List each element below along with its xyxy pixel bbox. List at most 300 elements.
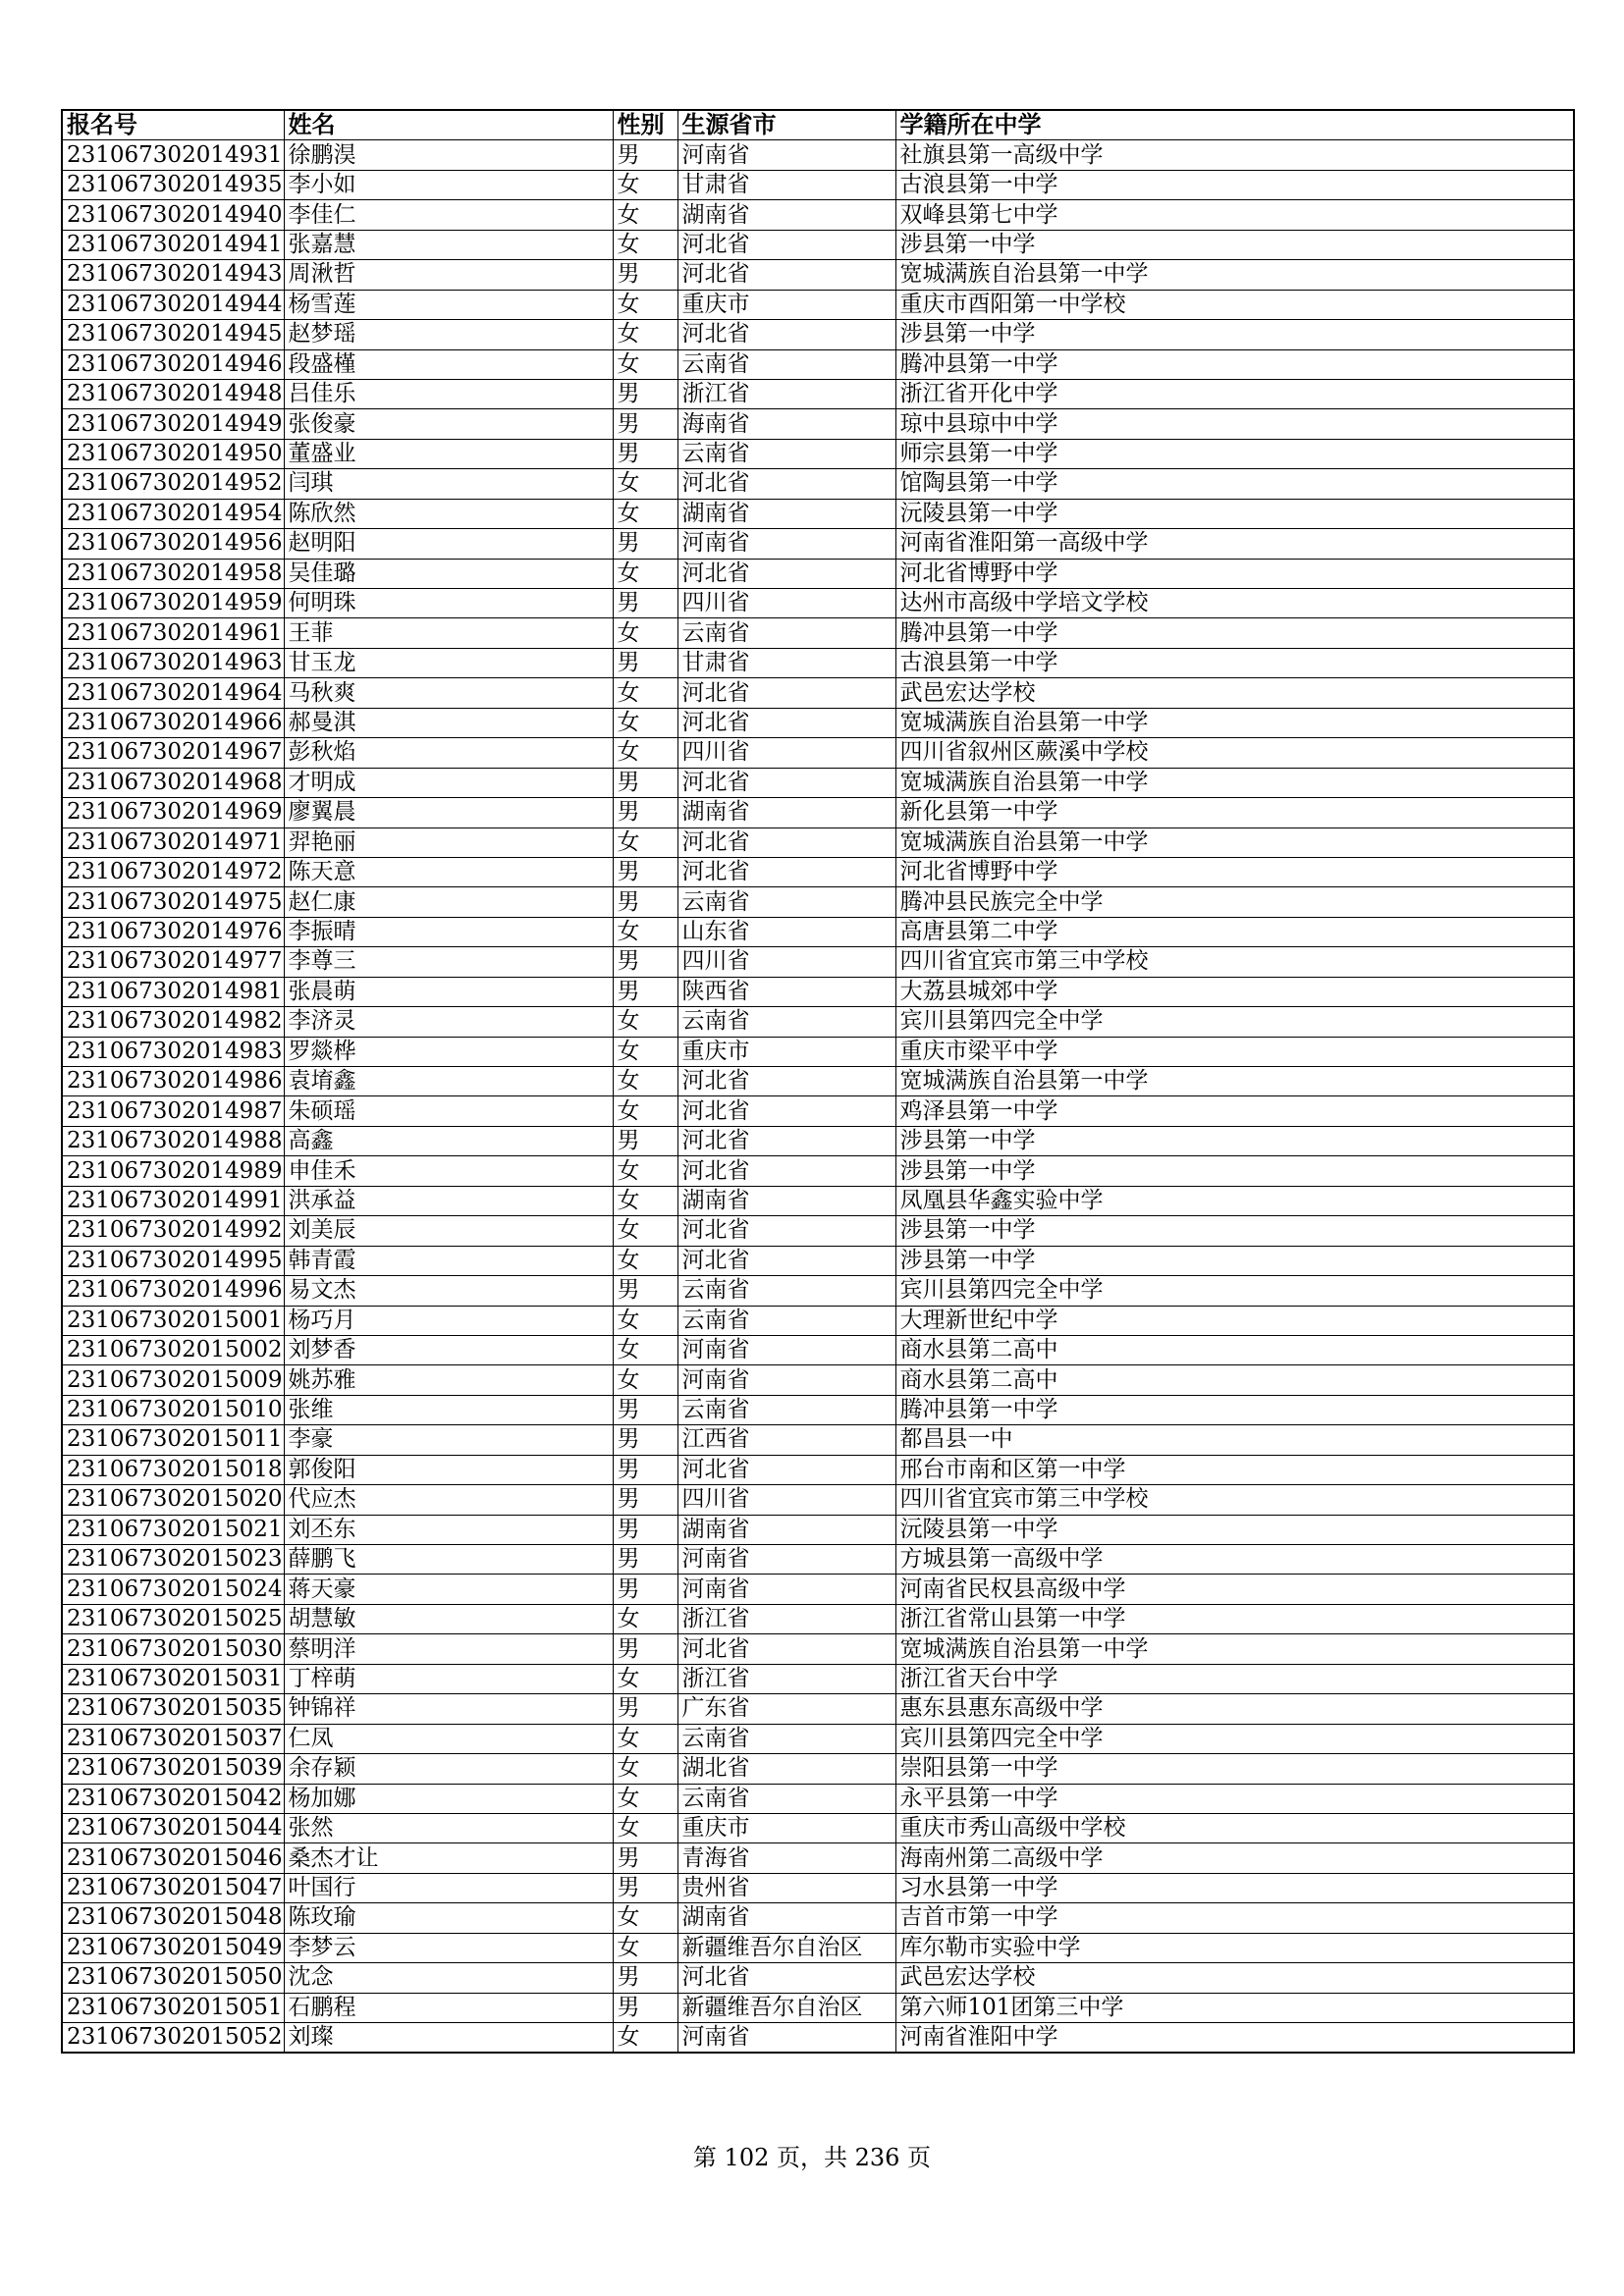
province-cell: 四川省	[677, 738, 895, 768]
table-row	[62, 1784, 1574, 1813]
registration-number-cell: 231067302014963	[62, 648, 284, 677]
high-school-cell: 永平县第一中学	[895, 1784, 1574, 1813]
table-row	[62, 708, 1574, 737]
province-cell: 湖北省	[677, 1754, 895, 1784]
name-cell: 赵仁康	[284, 887, 613, 917]
high-school-cell: 沅陵县第一中学	[895, 1515, 1574, 1544]
name-cell: 袁堉鑫	[284, 1067, 613, 1096]
registration-number-cell: 231067302014977	[62, 947, 284, 977]
high-school-cell: 重庆市梁平中学	[895, 1037, 1574, 1066]
gender-cell: 女	[613, 1096, 677, 1126]
table-row	[62, 230, 1574, 259]
high-school-cell: 涉县第一中学	[895, 1156, 1574, 1186]
high-school-cell: 河南省民权县高级中学	[895, 1575, 1574, 1604]
name-cell: 徐鹏淏	[284, 140, 613, 170]
name-cell: 李振晴	[284, 917, 613, 946]
high-school-cell: 武邑宏达学校	[895, 678, 1574, 708]
province-cell: 河北省	[677, 768, 895, 797]
gender-cell: 男	[613, 768, 677, 797]
province-cell: 河南省	[677, 529, 895, 559]
table-row	[62, 1455, 1574, 1484]
name-cell: 段盛槿	[284, 349, 613, 379]
registration-number-cell: 231067302015039	[62, 1754, 284, 1784]
table-row	[62, 1425, 1574, 1455]
name-cell: 张俊豪	[284, 409, 613, 439]
province-cell: 青海省	[677, 1843, 895, 1873]
high-school-cell: 腾冲县民族完全中学	[895, 887, 1574, 917]
name-cell: 廖翼晨	[284, 798, 613, 828]
name-cell: 李佳仁	[284, 200, 613, 230]
high-school-cell: 高唐县第二中学	[895, 917, 1574, 946]
high-school-cell: 都昌县一中	[895, 1425, 1574, 1455]
province-cell: 河北省	[677, 320, 895, 349]
name-cell: 才明成	[284, 768, 613, 797]
gender-cell: 女	[613, 708, 677, 737]
province-cell: 四川省	[677, 1485, 895, 1515]
province-cell: 四川省	[677, 589, 895, 618]
gender-cell: 女	[613, 1604, 677, 1633]
high-school-cell: 宽城满族自治县第一中学	[895, 260, 1574, 290]
gender-cell: 女	[613, 499, 677, 528]
gender-cell: 女	[613, 2023, 677, 2054]
header-name: 姓名	[284, 110, 613, 140]
table-row	[62, 1634, 1574, 1664]
name-cell: 羿艳丽	[284, 828, 613, 857]
gender-cell: 男	[613, 947, 677, 977]
name-cell: 张然	[284, 1813, 613, 1842]
province-cell: 云南省	[677, 1007, 895, 1037]
province-cell: 河南省	[677, 1365, 895, 1395]
province-cell: 湖南省	[677, 200, 895, 230]
province-cell: 河北省	[677, 1455, 895, 1484]
table-row	[62, 589, 1574, 618]
province-cell: 云南省	[677, 1724, 895, 1753]
registration-number-cell: 231067302015002	[62, 1335, 284, 1364]
province-cell: 浙江省	[677, 379, 895, 408]
table-row	[62, 320, 1574, 349]
name-cell: 洪承益	[284, 1186, 613, 1215]
gender-cell: 女	[613, 1007, 677, 1037]
high-school-cell: 商水县第二高中	[895, 1365, 1574, 1395]
table-row	[62, 260, 1574, 290]
high-school-cell: 琼中县琼中中学	[895, 409, 1574, 439]
table-row	[62, 349, 1574, 379]
province-cell: 河南省	[677, 1575, 895, 1604]
table-row	[62, 678, 1574, 708]
province-cell: 云南省	[677, 1395, 895, 1424]
table-row	[62, 857, 1574, 886]
registration-number-cell: 231067302014988	[62, 1126, 284, 1155]
name-cell: 易文杰	[284, 1276, 613, 1306]
table-row	[62, 1485, 1574, 1515]
high-school-cell: 涉县第一中学	[895, 1126, 1574, 1155]
province-cell: 湖南省	[677, 1186, 895, 1215]
high-school-cell: 师宗县第一中学	[895, 439, 1574, 468]
registration-number-cell: 231067302014946	[62, 349, 284, 379]
gender-cell: 女	[613, 1754, 677, 1784]
registration-number-cell: 231067302014964	[62, 678, 284, 708]
registration-number-cell: 231067302014983	[62, 1037, 284, 1066]
province-cell: 河北省	[677, 230, 895, 259]
province-cell: 河北省	[677, 1246, 895, 1275]
high-school-cell: 河北省博野中学	[895, 559, 1574, 588]
registration-number-cell: 231067302014991	[62, 1186, 284, 1215]
high-school-cell: 河南省淮阳第一高级中学	[895, 529, 1574, 559]
high-school-cell: 凤凰县华鑫实验中学	[895, 1186, 1574, 1215]
registration-number-cell: 231067302014952	[62, 469, 284, 499]
name-cell: 张晨萌	[284, 977, 613, 1006]
registration-number-cell: 231067302014931	[62, 140, 284, 170]
table-row	[62, 1037, 1574, 1066]
registration-number-cell: 231067302014956	[62, 529, 284, 559]
gender-cell: 女	[613, 1246, 677, 1275]
gender-cell: 女	[613, 1335, 677, 1364]
name-cell: 杨加娜	[284, 1784, 613, 1813]
high-school-cell: 宾川县第四完全中学	[895, 1724, 1574, 1753]
name-cell: 蒋天豪	[284, 1575, 613, 1604]
registration-number-cell: 231067302014968	[62, 768, 284, 797]
table-row	[62, 947, 1574, 977]
gender-cell: 男	[613, 887, 677, 917]
gender-cell: 男	[613, 1276, 677, 1306]
gender-cell: 男	[613, 379, 677, 408]
registration-number-cell: 231067302015051	[62, 1993, 284, 2022]
province-cell: 河南省	[677, 140, 895, 170]
high-school-cell: 邢台市南和区第一中学	[895, 1455, 1574, 1484]
table-row	[62, 290, 1574, 319]
name-cell: 罗燚桦	[284, 1037, 613, 1066]
high-school-cell: 惠东县惠东高级中学	[895, 1694, 1574, 1724]
province-cell: 云南省	[677, 1276, 895, 1306]
table-row	[62, 1276, 1574, 1306]
name-cell: 李梦云	[284, 1933, 613, 1962]
registration-number-cell: 231067302015001	[62, 1306, 284, 1335]
gender-cell: 女	[613, 1903, 677, 1933]
high-school-cell: 习水县第一中学	[895, 1873, 1574, 1902]
high-school-cell: 宽城满族自治县第一中学	[895, 828, 1574, 857]
gender-cell: 女	[613, 320, 677, 349]
name-cell: 薛鹏飞	[284, 1545, 613, 1575]
table-row	[62, 1216, 1574, 1246]
high-school-cell: 海南州第二高级中学	[895, 1843, 1574, 1873]
gender-cell: 女	[613, 1216, 677, 1246]
high-school-cell: 武邑宏达学校	[895, 1963, 1574, 1993]
table-row	[62, 917, 1574, 946]
name-cell: 杨巧月	[284, 1306, 613, 1335]
table-row	[62, 1664, 1574, 1693]
table-row	[62, 170, 1574, 199]
registration-number-cell: 231067302015046	[62, 1843, 284, 1873]
registration-number-cell: 231067302015044	[62, 1813, 284, 1842]
name-cell: 余存颖	[284, 1754, 613, 1784]
high-school-cell: 沅陵县第一中学	[895, 499, 1574, 528]
name-cell: 赵明阳	[284, 529, 613, 559]
name-cell: 朱硕瑶	[284, 1096, 613, 1126]
name-cell: 彭秋焰	[284, 738, 613, 768]
gender-cell: 女	[613, 738, 677, 768]
table-row	[62, 1545, 1574, 1575]
gender-cell: 女	[613, 349, 677, 379]
gender-cell: 男	[613, 1455, 677, 1484]
name-cell: 董盛业	[284, 439, 613, 468]
name-cell: 陈玫瑜	[284, 1903, 613, 1933]
province-cell: 湖南省	[677, 798, 895, 828]
gender-cell: 男	[613, 1485, 677, 1515]
high-school-cell: 商水县第二高中	[895, 1335, 1574, 1364]
name-cell: 刘梦香	[284, 1335, 613, 1364]
name-cell: 李小如	[284, 170, 613, 199]
table-row	[62, 1007, 1574, 1037]
registration-number-cell: 231067302014966	[62, 708, 284, 737]
registration-number-cell: 231067302015047	[62, 1873, 284, 1902]
province-cell: 江西省	[677, 1425, 895, 1455]
high-school-cell: 崇阳县第一中学	[895, 1754, 1574, 1784]
table-row	[62, 648, 1574, 677]
table-row	[62, 379, 1574, 408]
registration-number-cell: 231067302014971	[62, 828, 284, 857]
gender-cell: 女	[613, 1186, 677, 1215]
table-row	[62, 559, 1574, 588]
high-school-cell: 腾冲县第一中学	[895, 349, 1574, 379]
high-school-cell: 浙江省天台中学	[895, 1664, 1574, 1693]
registration-number-cell: 231067302014976	[62, 917, 284, 946]
high-school-cell: 达州市高级中学培文学校	[895, 589, 1574, 618]
province-cell: 河北省	[677, 857, 895, 886]
name-cell: 沈念	[284, 1963, 613, 1993]
table-row	[62, 1903, 1574, 1933]
name-cell: 马秋爽	[284, 678, 613, 708]
table-row	[62, 1246, 1574, 1275]
table-row	[62, 1963, 1574, 1993]
registration-number-cell: 231067302015021	[62, 1515, 284, 1544]
province-cell: 重庆市	[677, 290, 895, 319]
high-school-cell: 涉县第一中学	[895, 1216, 1574, 1246]
province-cell: 湖南省	[677, 1903, 895, 1933]
name-cell: 高鑫	[284, 1126, 613, 1155]
page-number: 第 102 页，共 236 页	[692, 2144, 932, 2171]
high-school-cell: 河南省淮阳中学	[895, 2023, 1574, 2054]
gender-cell: 女	[613, 230, 677, 259]
province-cell: 山东省	[677, 917, 895, 946]
table-row	[62, 499, 1574, 528]
province-cell: 贵州省	[677, 1873, 895, 1902]
gender-cell: 女	[613, 618, 677, 648]
province-cell: 四川省	[677, 947, 895, 977]
name-cell: 刘璨	[284, 2023, 613, 2054]
name-cell: 甘玉龙	[284, 648, 613, 677]
table-row	[62, 1843, 1574, 1873]
table-row	[62, 977, 1574, 1006]
province-cell: 云南省	[677, 618, 895, 648]
table-row	[62, 1575, 1574, 1604]
gender-cell: 女	[613, 678, 677, 708]
high-school-cell: 社旗县第一高级中学	[895, 140, 1574, 170]
province-cell: 湖南省	[677, 1515, 895, 1544]
registration-number-cell: 231067302015011	[62, 1425, 284, 1455]
province-cell: 新疆维吾尔自治区	[677, 1933, 895, 1962]
name-cell: 张维	[284, 1395, 613, 1424]
registration-number-cell: 231067302014941	[62, 230, 284, 259]
gender-cell: 男	[613, 1575, 677, 1604]
high-school-cell: 方城县第一高级中学	[895, 1545, 1574, 1575]
table-row	[62, 1873, 1574, 1902]
registration-number-cell: 231067302014958	[62, 559, 284, 588]
header-gender: 性别	[613, 110, 677, 140]
province-cell: 河北省	[677, 708, 895, 737]
name-cell: 钟锦祥	[284, 1694, 613, 1724]
province-cell: 云南省	[677, 349, 895, 379]
table-row	[62, 828, 1574, 857]
name-cell: 张嘉慧	[284, 230, 613, 259]
high-school-cell: 吉首市第一中学	[895, 1903, 1574, 1933]
gender-cell: 男	[613, 140, 677, 170]
table-row	[62, 1096, 1574, 1126]
table-row	[62, 1604, 1574, 1633]
registration-number-cell: 231067302015048	[62, 1903, 284, 1933]
registration-number-cell: 231067302014961	[62, 618, 284, 648]
province-cell: 海南省	[677, 409, 895, 439]
province-cell: 河北省	[677, 260, 895, 290]
high-school-cell: 库尔勒市实验中学	[895, 1933, 1574, 1962]
gender-cell: 男	[613, 1425, 677, 1455]
registration-number-cell: 231067302014949	[62, 409, 284, 439]
name-cell: 丁梓萌	[284, 1664, 613, 1693]
high-school-cell: 浙江省开化中学	[895, 379, 1574, 408]
high-school-cell: 涉县第一中学	[895, 320, 1574, 349]
name-cell: 李济灵	[284, 1007, 613, 1037]
registration-number-cell: 231067302014940	[62, 200, 284, 230]
province-cell: 重庆市	[677, 1813, 895, 1842]
gender-cell: 女	[613, 170, 677, 199]
registration-number-cell: 231067302015018	[62, 1455, 284, 1484]
gender-cell: 女	[613, 1306, 677, 1335]
registration-number-cell: 231067302015049	[62, 1933, 284, 1962]
gender-cell: 女	[613, 1067, 677, 1096]
applicant-table	[61, 109, 1575, 2054]
registration-number-cell: 231067302014996	[62, 1276, 284, 1306]
gender-cell: 男	[613, 1963, 677, 1993]
table-row	[62, 1306, 1574, 1335]
registration-number-cell: 231067302014945	[62, 320, 284, 349]
province-cell: 河北省	[677, 559, 895, 588]
name-cell: 刘美辰	[284, 1216, 613, 1246]
province-cell: 云南省	[677, 439, 895, 468]
gender-cell: 女	[613, 1664, 677, 1693]
registration-number-cell: 231067302015020	[62, 1485, 284, 1515]
registration-number-cell: 231067302015052	[62, 2023, 284, 2054]
header-province: 生源省市	[677, 110, 895, 140]
high-school-cell: 大理新世纪中学	[895, 1306, 1574, 1335]
table-row	[62, 618, 1574, 648]
header-high-school: 学籍所在中学	[895, 110, 1574, 140]
registration-number-cell: 231067302014967	[62, 738, 284, 768]
name-cell: 韩青霞	[284, 1246, 613, 1275]
registration-number-cell: 231067302014995	[62, 1246, 284, 1275]
registration-number-cell: 231067302015030	[62, 1634, 284, 1664]
province-cell: 云南省	[677, 887, 895, 917]
name-cell: 周湫哲	[284, 260, 613, 290]
name-cell: 何明珠	[284, 589, 613, 618]
name-cell: 叶国行	[284, 1873, 613, 1902]
name-cell: 代应杰	[284, 1485, 613, 1515]
province-cell: 河南省	[677, 1545, 895, 1575]
province-cell: 甘肃省	[677, 170, 895, 199]
high-school-cell: 双峰县第七中学	[895, 200, 1574, 230]
gender-cell: 男	[613, 798, 677, 828]
province-cell: 陕西省	[677, 977, 895, 1006]
gender-cell: 男	[613, 977, 677, 1006]
gender-cell: 男	[613, 589, 677, 618]
table-row	[62, 1515, 1574, 1544]
gender-cell: 男	[613, 1545, 677, 1575]
high-school-cell: 馆陶县第一中学	[895, 469, 1574, 499]
table-row	[62, 1156, 1574, 1186]
registration-number-cell: 231067302014950	[62, 439, 284, 468]
table-row	[62, 1067, 1574, 1096]
high-school-cell: 四川省宜宾市第三中学校	[895, 1485, 1574, 1515]
name-cell: 吴佳璐	[284, 559, 613, 588]
registration-number-cell: 231067302014959	[62, 589, 284, 618]
registration-number-cell: 231067302015037	[62, 1724, 284, 1753]
registration-number-cell: 231067302014972	[62, 857, 284, 886]
gender-cell: 男	[613, 1993, 677, 2022]
table-row	[62, 1365, 1574, 1395]
registration-number-cell: 231067302015031	[62, 1664, 284, 1693]
gender-cell: 男	[613, 857, 677, 886]
table-row	[62, 1754, 1574, 1784]
high-school-cell: 重庆市酉阳第一中学校	[895, 290, 1574, 319]
gender-cell: 男	[613, 439, 677, 468]
high-school-cell: 宽城满族自治县第一中学	[895, 708, 1574, 737]
registration-number-cell: 231067302014981	[62, 977, 284, 1006]
gender-cell: 女	[613, 1724, 677, 1753]
high-school-cell: 宾川县第四完全中学	[895, 1276, 1574, 1306]
name-cell: 郝曼淇	[284, 708, 613, 737]
province-cell: 河南省	[677, 1335, 895, 1364]
province-cell: 广东省	[677, 1694, 895, 1724]
high-school-cell: 重庆市秀山高级中学校	[895, 1813, 1574, 1842]
gender-cell: 男	[613, 1873, 677, 1902]
table-row	[62, 738, 1574, 768]
name-cell: 闫琪	[284, 469, 613, 499]
name-cell: 姚苏雅	[284, 1365, 613, 1395]
name-cell: 王菲	[284, 618, 613, 648]
registration-number-cell: 231067302015025	[62, 1604, 284, 1633]
province-cell: 河北省	[677, 469, 895, 499]
table-row	[62, 1993, 1574, 2022]
registration-number-cell: 231067302015042	[62, 1784, 284, 1813]
registration-number-cell: 231067302015035	[62, 1694, 284, 1724]
province-cell: 河南省	[677, 2023, 895, 2054]
header-registration-number: 报名号	[62, 110, 284, 140]
registration-number-cell: 231067302014989	[62, 1156, 284, 1186]
registration-number-cell: 231067302014969	[62, 798, 284, 828]
table-row	[62, 439, 1574, 468]
table-row	[62, 1694, 1574, 1724]
name-cell: 吕佳乐	[284, 379, 613, 408]
province-cell: 河北省	[677, 1216, 895, 1246]
gender-cell: 男	[613, 260, 677, 290]
name-cell: 李尊三	[284, 947, 613, 977]
gender-cell: 男	[613, 1395, 677, 1424]
registration-number-cell: 231067302014987	[62, 1096, 284, 1126]
name-cell: 仁凤	[284, 1724, 613, 1753]
gender-cell: 女	[613, 290, 677, 319]
registration-number-cell: 231067302014975	[62, 887, 284, 917]
gender-cell: 女	[613, 1784, 677, 1813]
high-school-cell: 河北省博野中学	[895, 857, 1574, 886]
province-cell: 河北省	[677, 828, 895, 857]
